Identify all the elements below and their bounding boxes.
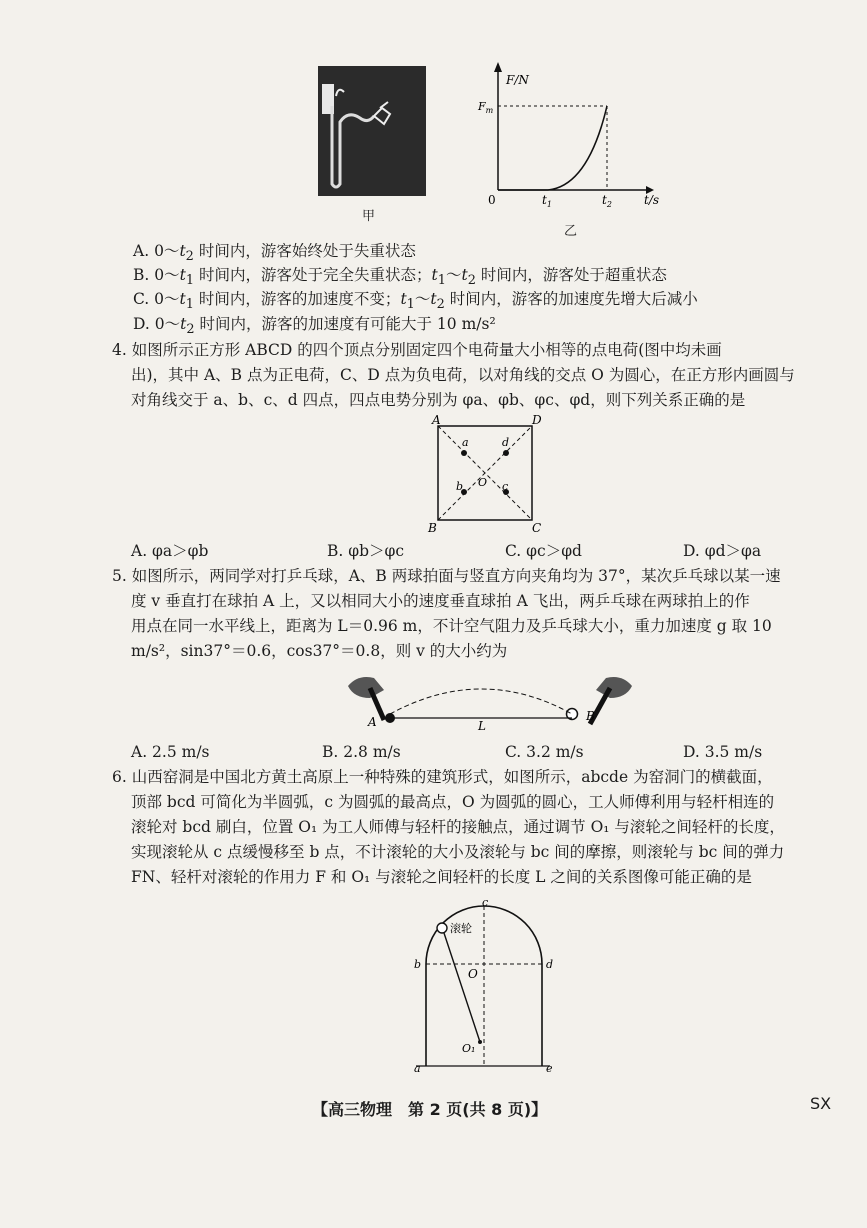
label-o: O bbox=[468, 967, 478, 981]
figure-label-yi: 乙 bbox=[564, 224, 578, 239]
trajectory bbox=[390, 689, 572, 714]
q6-stem-line2: 顶部 bcd 可简化为半圆弧，c 为圆弧的最高点，O 为圆弧的圆心，工人师傅利用与轻杆相连的 bbox=[131, 793, 775, 811]
fm-label: $F_m$ bbox=[478, 100, 494, 115]
square-charges-diagram bbox=[420, 412, 550, 537]
q6-stem-line5: FN、轻杆对滚轮的作用力 F 和 O₁ 与滚轮之间轻杆的长度 L 之间的关系图像可能正确的是 bbox=[131, 868, 752, 886]
label-a: a bbox=[414, 1062, 421, 1075]
left-hand bbox=[348, 677, 384, 698]
q5-stem-line3: 用点在同一水平线上，距离为 L＝0.96 m，不计空气阻力及乒乓球大小，重力加速度 g 取 10 bbox=[131, 617, 772, 635]
t-axis-label: t/s bbox=[644, 193, 660, 207]
vertex-label-d: D bbox=[532, 413, 542, 427]
q5-option-d[interactable]: D. 3.5 m/s bbox=[683, 743, 763, 761]
point-a bbox=[461, 450, 467, 456]
right-hand bbox=[596, 677, 632, 698]
page-footer-title: 【高三物理 第 2 页(共 8 页)】 bbox=[312, 1100, 548, 1119]
label-e: e bbox=[546, 1062, 553, 1075]
label-roller: 滚轮 bbox=[450, 922, 472, 935]
amusement-ride-photo bbox=[318, 66, 426, 196]
q5-option-b[interactable]: B. 2.8 m/s bbox=[322, 743, 401, 761]
q4-option-b[interactable]: B. φb＞φc bbox=[327, 542, 405, 560]
light-rod bbox=[444, 933, 480, 1042]
vertex-label-b: B bbox=[428, 521, 437, 535]
point-label-d: d bbox=[502, 436, 510, 449]
force-time-graph bbox=[470, 58, 660, 218]
label-c: c bbox=[482, 896, 489, 909]
force-curve bbox=[498, 106, 607, 190]
q3-option-c[interactable]: C. $0\sim t_1$ 时间内，游客的加速度不变；$t_1\sim t_2$ 时间内，游客的加速度先增大后减小 bbox=[133, 290, 698, 313]
vertex-label-a: A bbox=[432, 413, 441, 427]
point-label-a: a bbox=[462, 436, 469, 449]
label-a: A bbox=[368, 715, 377, 729]
q5-stem-line4: m/s²，sin37°＝0.6，cos37°＝0.8，则 v 的大小约为 bbox=[131, 642, 508, 660]
ride-track-sketch bbox=[318, 66, 426, 196]
point-label-c: c bbox=[502, 480, 509, 493]
page-footer-code: SX bbox=[810, 1094, 832, 1113]
q4-stem-line1: 4. 如图所示正方形 ABCD 的四个顶点分别固定四个电荷量大小相等的点电荷(图中均未画 bbox=[112, 341, 722, 359]
label-b: B bbox=[586, 709, 595, 723]
f-axis-arrow bbox=[494, 62, 502, 72]
contact-point-o1 bbox=[478, 1040, 482, 1044]
t2-label: $t_2$ bbox=[602, 193, 612, 209]
label-o1: O₁ bbox=[462, 1042, 476, 1055]
t1-label: $t_1$ bbox=[542, 193, 552, 209]
q3-option-d[interactable]: D. $0\sim t_2$ 时间内，游客的加速度有可能大于 10 m/s² bbox=[133, 315, 496, 338]
q5-option-c[interactable]: C. 3.2 m/s bbox=[505, 743, 584, 761]
q6-stem-line4: 实现滚轮从 c 点缓慢移至 b 点，不计滚轮的大小及滚轮与 bc 间的摩擦，则滚轮与 bc 间的弹力 bbox=[131, 843, 785, 861]
q5-option-a[interactable]: A. 2.5 m/s bbox=[131, 743, 210, 761]
label-b: b bbox=[414, 958, 422, 971]
vertex-label-c: C bbox=[532, 521, 542, 535]
q5-stem-line2: 度 v 垂直打在球拍 A 上，又以相同大小的速度垂直球拍 A 飞出，两乒乓球在两球拍上的作 bbox=[131, 592, 750, 610]
point-d bbox=[503, 450, 509, 456]
origin-label: 0 bbox=[488, 193, 496, 207]
q6-stem-line1: 6. 山西窑洞是中国北方黄土高原上一种特殊的建筑形式，如图所示，abcde 为窑洞门的横截面， bbox=[112, 768, 773, 786]
cave-dwelling-diagram bbox=[400, 896, 560, 1076]
q4-stem-line3: 对角线交于 a、b、c、d 四点，四点电势分别为 φa、φb、φc、φd，则下列关系正确的是 bbox=[131, 391, 746, 409]
label-d: d bbox=[546, 958, 554, 971]
q4-option-c[interactable]: C. φc＞φd bbox=[505, 542, 582, 560]
f-axis-label: F/N bbox=[506, 73, 529, 87]
point-label-b: b bbox=[456, 480, 464, 493]
q3-option-b[interactable]: B. $0\sim t_1$ 时间内，游客处于完全失重状态；$t_1\sim t_2$ 时间内，游客处于超重状态 bbox=[133, 266, 667, 289]
q3-option-a[interactable]: A. $0\sim t_2$ 时间内，游客始终处于失重状态 bbox=[133, 242, 416, 265]
q4-option-a[interactable]: A. φa＞φb bbox=[131, 542, 209, 560]
ping-pong-diagram bbox=[340, 668, 640, 740]
q6-stem-line3: 滚轮对 bcd 刷白，位置 O₁ 为工人师傅与轻杆的接触点，通过调节 O₁ 与滚轮之间轻杆的长度， bbox=[131, 818, 785, 836]
figure-label-jia: 甲 bbox=[362, 209, 376, 224]
center-label-o: O bbox=[478, 476, 488, 489]
q4-stem-line2: 出)，其中 A、B 点为正电荷，C、D 点为负电荷，以对角线的交点 O 为圆心，在正方形内画圆与 bbox=[131, 366, 795, 384]
q5-stem-line1: 5. 如图所示，两同学对打乒乓球，A、B 两球拍面与竖直方向夹角均为 37°，某次乒乓球以某一速 bbox=[112, 567, 781, 585]
q4-option-d[interactable]: D. φd＞φa bbox=[683, 542, 762, 560]
roller bbox=[437, 923, 447, 933]
label-l: L bbox=[478, 719, 486, 733]
